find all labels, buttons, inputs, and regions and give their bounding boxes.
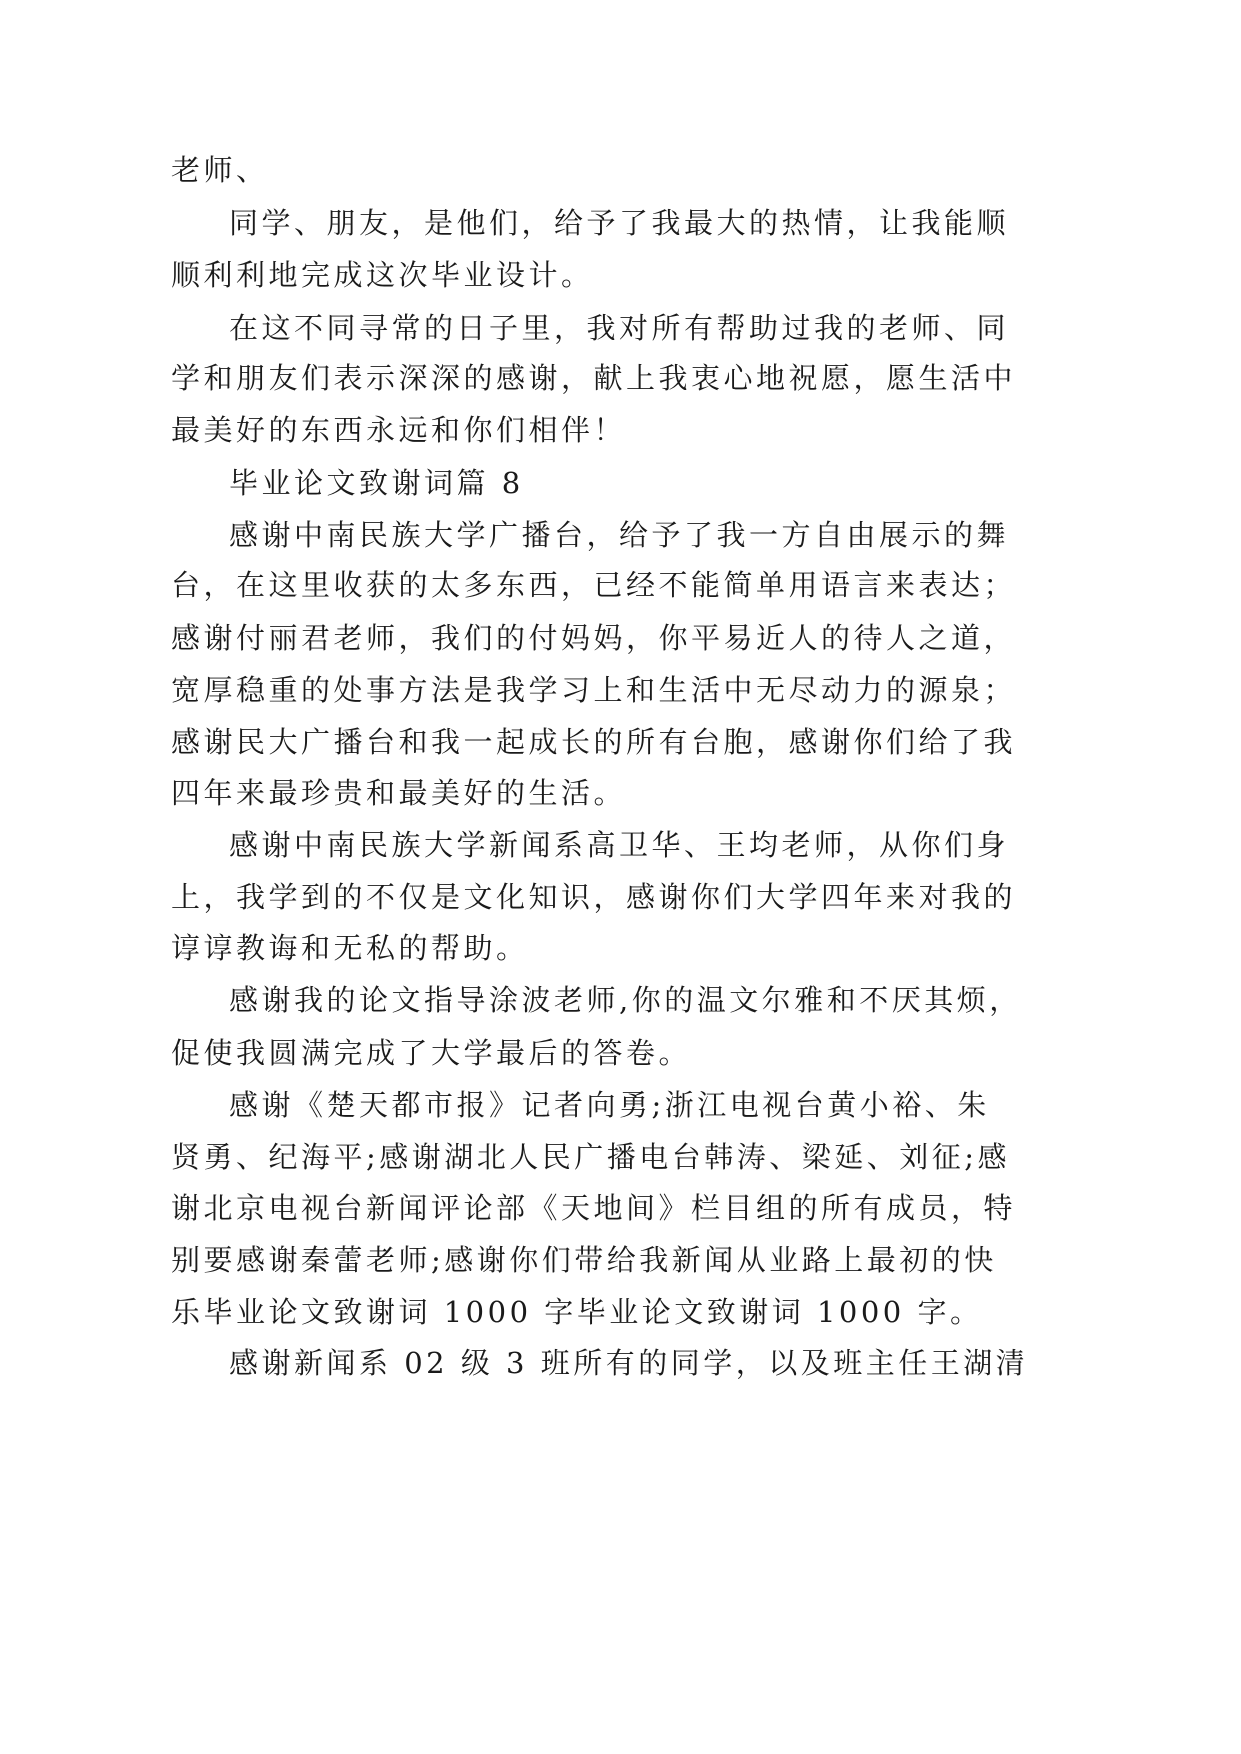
text-line: 乐毕业论文致谢词 1000 字毕业论文致谢词 1000 字。 <box>171 1295 983 1329</box>
paragraph-first-line: 感谢《楚天都市报》记者向勇;浙江电视台黄小裕、朱 <box>229 1088 990 1122</box>
paragraph-first-line: 在这不同寻常的日子里，我对所有帮助过我的老师、同 <box>229 311 1010 345</box>
text-line: 感谢民大广播台和我一起成长的所有台胞，感谢你们给了我 <box>171 725 1017 759</box>
text-line: 老师、 <box>171 153 269 187</box>
paragraph-first-line: 感谢中南民族大学新闻系高卫华、王均老师，从你们身 <box>229 828 1010 862</box>
text-line: 宽厚稳重的处事方法是我学习上和生活中无尽动力的源泉； <box>171 673 1017 707</box>
paragraph-first-line: 感谢新闻系 02 级 3 班所有的同学，以及班主任王湖清 <box>229 1346 1029 1380</box>
text-line: 贤勇、纪海平;感谢湖北人民广播电台韩涛、梁延、刘征;感 <box>171 1140 1011 1174</box>
text-line: 上，我学到的不仅是文化知识，感谢你们大学四年来对我的 <box>171 880 1017 914</box>
text-line: 四年来最珍贵和最美好的生活。 <box>171 776 627 810</box>
text-line: 谢北京电视台新闻评论部《天地间》栏目组的所有成员，特 <box>171 1191 1017 1225</box>
text-line: 顺利利地完成这次毕业设计。 <box>171 258 594 292</box>
text-line: 台，在这里收获的太多东西，已经不能简单用语言来表达； <box>171 568 1017 602</box>
text-line: 别要感谢秦蕾老师;感谢你们带给我新闻从业路上最初的快 <box>171 1243 997 1277</box>
text-line: 学和朋友们表示深深的感谢，献上我衷心地祝愿，愿生活中 <box>171 361 1017 395</box>
paragraph-first-line: 感谢中南民族大学广播台，给予了我一方自由展示的舞 <box>229 518 1010 552</box>
text-line: 感谢付丽君老师，我们的付妈妈，你平易近人的待人之道， <box>171 621 1017 655</box>
text-line: 最美好的东西永远和你们相伴！ <box>171 413 627 447</box>
paragraph-first-line: 感谢我的论文指导涂波老师,你的温文尔雅和不厌其烦， <box>229 983 1022 1017</box>
text-line: 谆谆教诲和无私的帮助。 <box>171 931 529 965</box>
text-line: 促使我圆满完成了大学最后的答卷。 <box>171 1036 692 1070</box>
section-heading: 毕业论文致谢词篇 8 <box>229 466 524 500</box>
paragraph-first-line: 同学、朋友，是他们，给予了我最大的热情，让我能顺 <box>229 206 1010 240</box>
